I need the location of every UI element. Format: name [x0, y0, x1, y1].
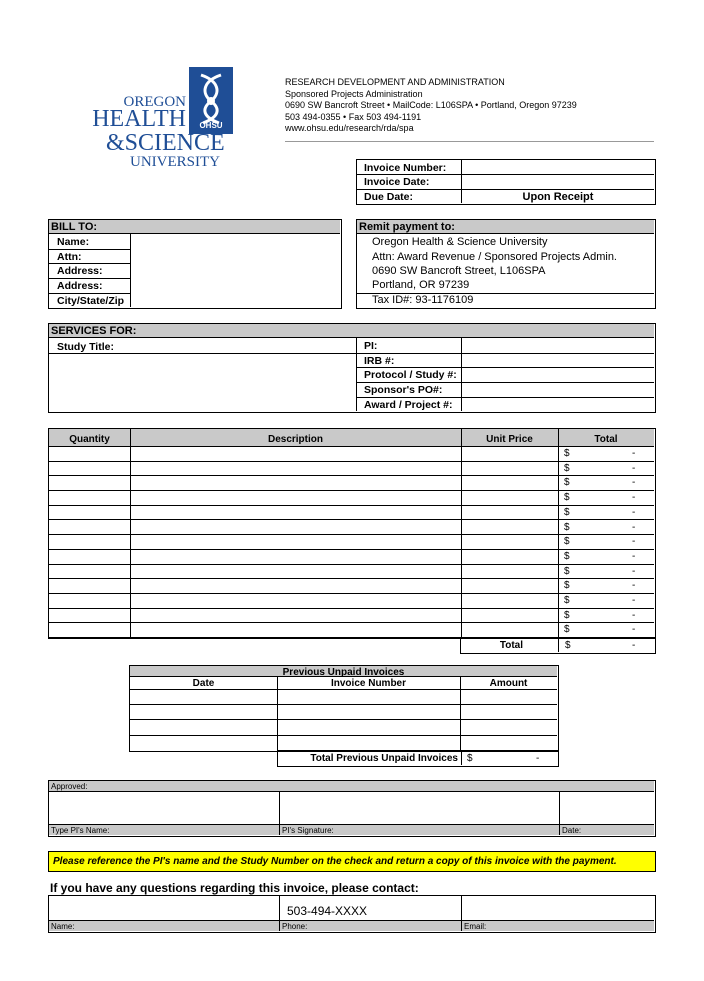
row-currency: $ — [564, 550, 570, 562]
table-row[interactable] — [49, 579, 654, 594]
row-amount: - — [632, 609, 636, 621]
contact-email-label: Email: — [464, 922, 487, 931]
study-title-field[interactable] — [51, 355, 354, 410]
items-total-label: Total — [499, 640, 523, 651]
protocol-label: Protocol / Study #: — [364, 369, 457, 381]
contact-box — [48, 895, 656, 933]
remit-line-taxid: Tax ID#: 93-1176109 — [372, 294, 474, 306]
table-row[interactable] — [49, 623, 654, 638]
items-total-amount: - — [632, 640, 636, 651]
remit-line-city: Portland, OR 97239 — [372, 279, 470, 291]
award-project-label: Award / Project #: — [364, 399, 453, 411]
row-currency: $ — [564, 536, 570, 548]
row-currency: $ — [564, 506, 570, 518]
org-unit: Sponsored Projects Administration — [285, 88, 423, 99]
row-currency: $ — [564, 624, 570, 636]
logo-line-university: UNIVERSITY — [130, 154, 220, 170]
org-dept: RESEARCH DEVELOPMENT AND ADMINISTRATION — [285, 77, 505, 87]
previous-total-row — [277, 750, 559, 767]
contact-phone-label: Phone: — [282, 922, 308, 931]
bill-to-address1-label: Address: — [57, 265, 103, 277]
row-amount: - — [632, 580, 636, 592]
previous-col-amount: Amount — [489, 678, 528, 689]
row-amount: - — [632, 550, 636, 562]
row-amount: - — [632, 521, 636, 533]
row-currency: $ — [564, 595, 570, 606]
sponsor-po-field[interactable] — [463, 383, 652, 396]
row-amount: - — [632, 448, 636, 459]
org-phone: 503 494-0355 • Fax 503 494-1191 — [285, 111, 422, 122]
table-row[interactable] — [49, 594, 654, 609]
table-row[interactable] — [49, 521, 654, 536]
row-currency: $ — [564, 565, 570, 577]
invoice-date-label: Invoice Date: — [364, 176, 430, 188]
sponsor-po-label: Sponsor's PO#: — [364, 384, 443, 396]
invoice-date-field[interactable] — [463, 175, 653, 189]
previous-rows-area[interactable] — [131, 691, 556, 750]
row-amount: - — [632, 595, 636, 606]
contact-phone-value: 503-494-XXXX — [287, 904, 368, 918]
invoice-number-label: Invoice Number: — [364, 162, 447, 174]
logo-line-science: &SCIENCE — [106, 130, 225, 156]
contact-email-field[interactable] — [463, 897, 653, 919]
approval-heading: Approved: — [51, 782, 88, 791]
header-divider — [285, 141, 654, 142]
org-web[interactable]: www.ohsu.edu/research/rda/spa — [285, 123, 414, 133]
row-amount: - — [632, 506, 636, 518]
services-box — [48, 323, 656, 413]
pi-name-label: Type PI's Name: — [51, 826, 110, 835]
ohsu-logo — [86, 64, 238, 174]
row-currency: $ — [564, 609, 570, 621]
col-description: Description — [267, 434, 323, 445]
previous-total-amount: - — [536, 753, 540, 764]
row-amount: - — [632, 624, 636, 636]
row-amount: - — [632, 565, 636, 577]
pi-field[interactable] — [463, 339, 652, 352]
previous-total-currency: $ — [467, 753, 473, 764]
row-currency: $ — [564, 448, 570, 459]
bill-to-name-label: Name: — [57, 236, 90, 248]
previous-total-label: Total Previous Unpaid Invoices — [310, 753, 458, 764]
invoice-number-field[interactable] — [463, 161, 653, 174]
col-total: Total — [594, 434, 618, 445]
items-total-currency: $ — [565, 640, 571, 651]
row-amount: - — [632, 462, 636, 474]
award-project-field[interactable] — [463, 398, 652, 410]
row-amount: - — [632, 492, 636, 504]
remit-line-street: 0690 SW Bancroft Street, L106SPA — [372, 265, 546, 277]
protocol-field[interactable] — [463, 368, 652, 381]
row-amount: - — [632, 536, 636, 548]
logo-line-oregon: OREGON — [123, 94, 186, 110]
table-row[interactable] — [49, 491, 654, 506]
remit-line-attn: Attn: Award Revenue / Sponsored Projects Admin. — [372, 251, 617, 263]
bill-to-heading: BILL TO: — [51, 221, 98, 233]
ohsu-emblem-icon — [189, 67, 233, 134]
payment-notice — [48, 851, 656, 872]
study-title-label: Study Title: — [57, 341, 114, 353]
table-row[interactable] — [49, 447, 654, 462]
bill-to-address2-label: Address: — [57, 280, 103, 292]
contact-question: If you have any questions regarding this invoice, please contact: — [50, 881, 419, 895]
payment-notice-text: Please reference the PI's name and the Study Number on the check and return a copy of this invoice with the payment. — [53, 856, 617, 867]
logo-line-health: HEALTH — [92, 106, 186, 132]
row-currency: $ — [564, 492, 570, 504]
irb-field[interactable] — [463, 354, 652, 367]
invoice-info-box — [356, 159, 656, 205]
bill-to-input-area[interactable] — [132, 235, 338, 306]
table-row[interactable] — [49, 565, 654, 580]
bill-to-box — [48, 219, 342, 309]
bill-to-city-label: City/State/Zip — [57, 295, 125, 307]
contact-name-field[interactable] — [50, 897, 278, 919]
remit-heading: Remit payment to: — [359, 221, 455, 233]
logo-badge: OHSU — [199, 121, 223, 130]
pi-label: PI: — [364, 340, 378, 352]
table-row[interactable] — [49, 506, 654, 521]
table-row[interactable] — [49, 476, 654, 491]
remit-box — [356, 219, 656, 309]
table-row[interactable] — [49, 550, 654, 565]
approval-date-label: Date: — [562, 826, 582, 835]
pi-signature-field[interactable] — [281, 793, 558, 823]
previous-invoices-table — [129, 665, 559, 752]
row-currency: $ — [564, 477, 570, 489]
approval-box — [48, 780, 656, 837]
table-row[interactable] — [49, 535, 654, 550]
due-date-label: Due Date: — [364, 191, 414, 203]
row-amount: - — [632, 477, 636, 489]
contact-name-label: Name: — [51, 922, 75, 931]
bill-to-attn-label: Attn: — [57, 251, 82, 263]
table-row[interactable] — [49, 609, 654, 624]
org-header — [285, 77, 665, 135]
irb-label: IRB #: — [364, 355, 395, 367]
line-items-table — [48, 428, 656, 639]
row-currency: $ — [564, 462, 570, 474]
col-quantity: Quantity — [69, 434, 110, 445]
due-date-value: Upon Receipt — [522, 191, 594, 203]
row-currency: $ — [564, 521, 570, 533]
table-row[interactable] — [49, 462, 654, 477]
services-heading: SERVICES FOR: — [51, 325, 137, 337]
col-unit-price: Unit Price — [486, 434, 533, 445]
previous-col-invoice-number: Invoice Number — [330, 678, 407, 689]
approval-date-field[interactable] — [561, 793, 653, 823]
previous-title: Previous Unpaid Invoices — [282, 667, 405, 678]
pi-name-field[interactable] — [50, 793, 278, 823]
remit-line-university: Oregon Health & Science University — [372, 236, 548, 248]
row-currency: $ — [564, 580, 570, 592]
org-address: 0690 SW Bancroft Street • MailCode: L106SPA • Portland, Oregon 97239 — [285, 100, 577, 110]
pi-signature-label: PI's Signature: — [282, 826, 334, 835]
previous-col-date: Date — [192, 678, 215, 689]
items-total-row — [460, 637, 656, 654]
